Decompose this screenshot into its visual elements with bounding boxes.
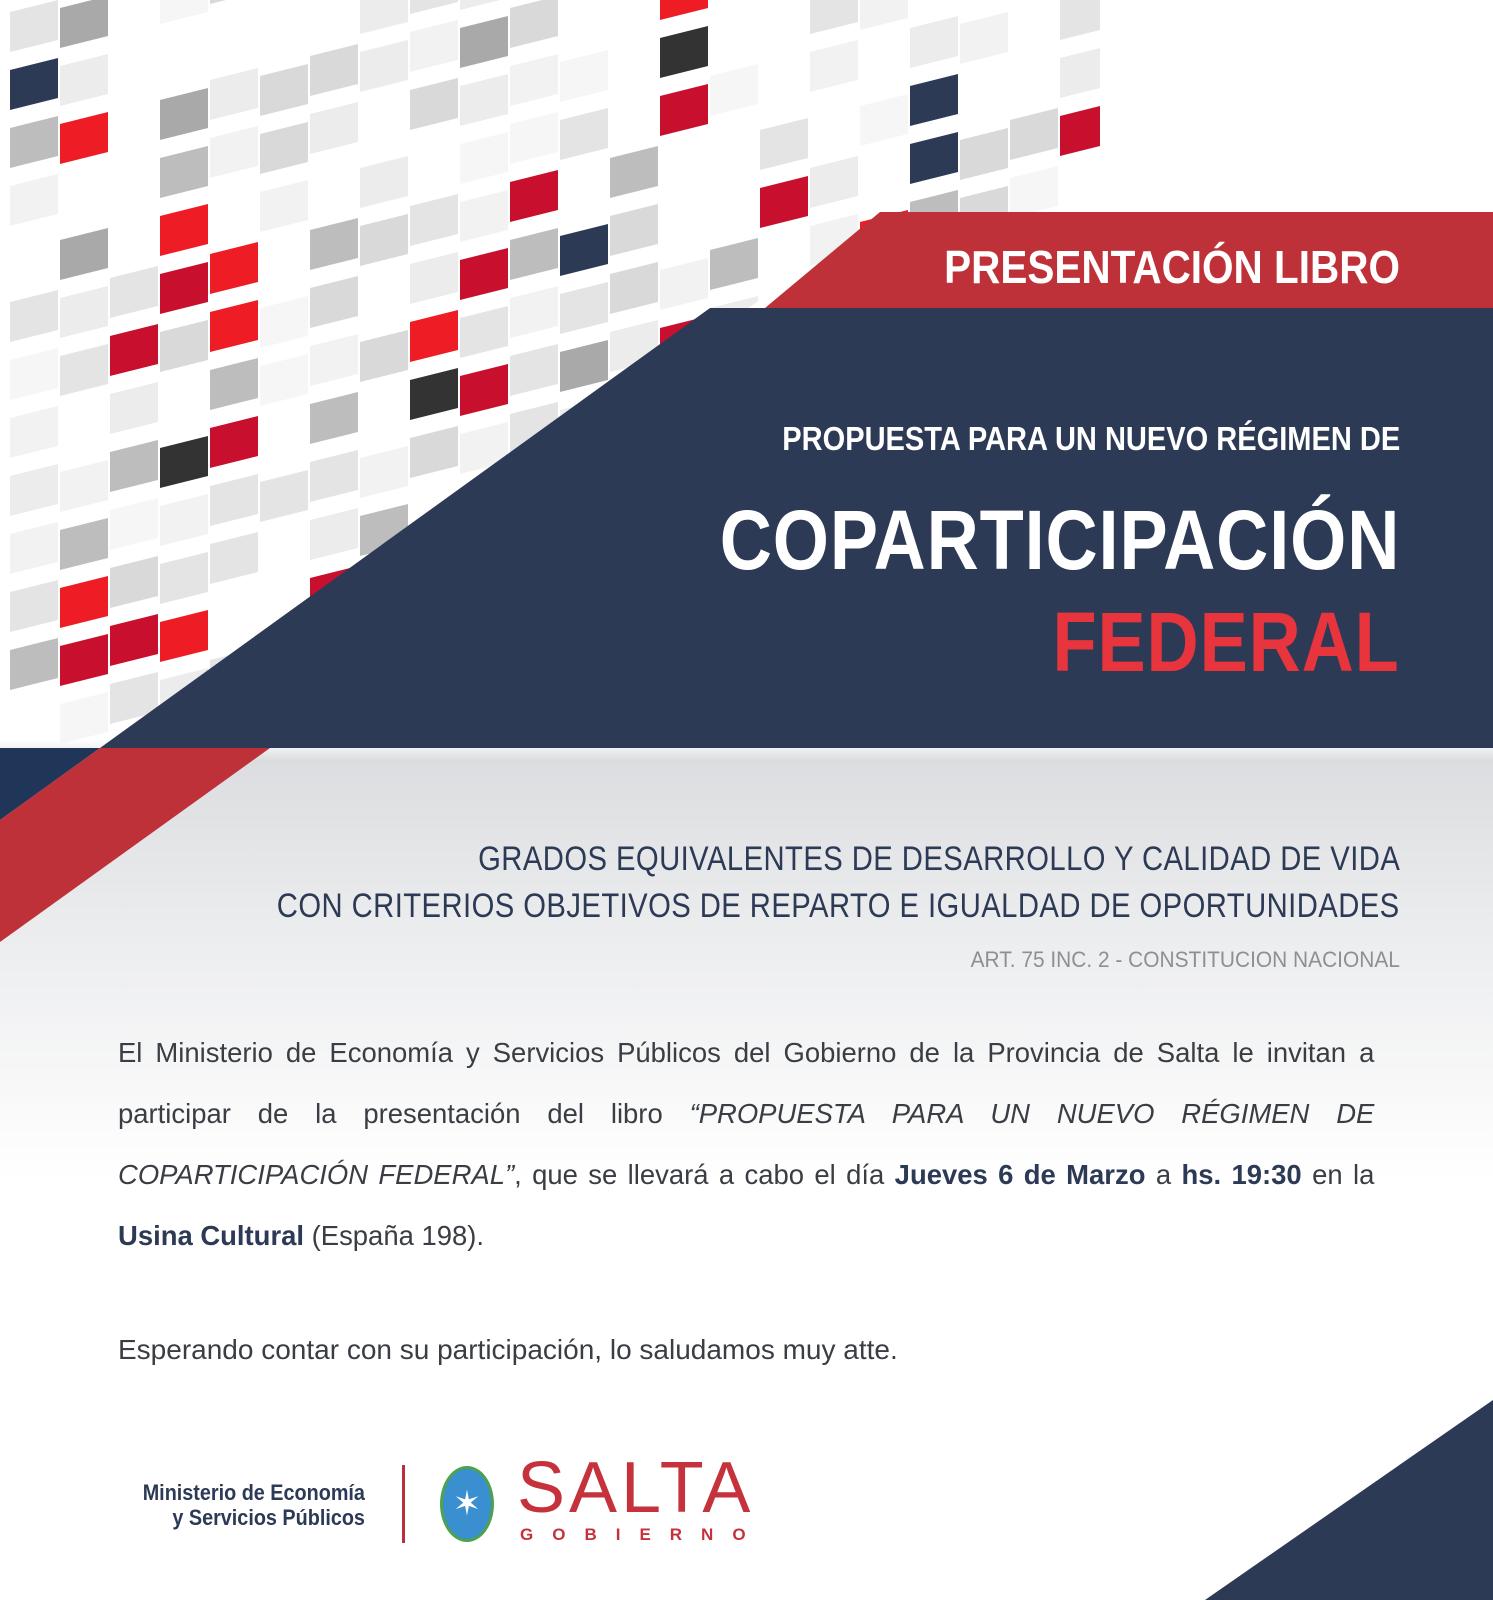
mosaic-tile <box>210 68 258 120</box>
mosaic-tile <box>10 1160 58 1212</box>
mosaic-tile <box>510 170 558 222</box>
mosaic-tile <box>510 0 558 48</box>
presentation-badge: PRESENTACIÓN LIBRO <box>944 241 1400 293</box>
mosaic-tile <box>660 84 708 136</box>
sun-star-seal-icon: ✶ <box>440 1466 494 1542</box>
mosaic-tile <box>910 132 958 184</box>
mosaic-tile <box>10 1044 58 1096</box>
main-title-accent: FEDERAL <box>1052 595 1400 689</box>
mosaic-tile <box>260 818 308 870</box>
mosaic-tile <box>410 78 458 130</box>
mosaic-tile <box>10 522 58 574</box>
mosaic-tile <box>510 112 558 164</box>
mosaic-tile <box>310 44 358 96</box>
mosaic-tile <box>910 74 958 126</box>
mosaic-tile <box>860 94 908 146</box>
mosaic-tile <box>310 334 358 386</box>
invitation-text: El Ministerio de Economía y Servicios Públicos del Gobierno de la Provincia de Salta le invitan a participar de la presentación del libro “PROPUESTA PARA UN NUEVO RÉGIMEN DE COPARTICIPACIÓN FEDERAL”, que se llevará a cabo el día Jueves 6 de Marzo a hs. 19:30 en la Usina Cultural (España 198). <box>118 1037 1375 1251</box>
mosaic-tile <box>1060 0 1108 40</box>
mosaic-tile <box>410 252 458 304</box>
mosaic-tile <box>960 12 1008 64</box>
mosaic-tile <box>660 954 708 1006</box>
mosaic-tile <box>160 552 208 604</box>
mosaic-tile <box>510 286 558 338</box>
salta-logo: SALTA <box>517 1448 755 1528</box>
mosaic-tile <box>660 258 708 310</box>
mosaic-tile <box>1010 166 1058 218</box>
mosaic-tile <box>160 0 208 24</box>
mosaic-tile <box>1010 108 1058 160</box>
mosaic-tile <box>110 904 158 956</box>
mosaic-tile <box>110 440 158 492</box>
logo-divider <box>402 1465 405 1543</box>
mosaic-tile <box>160 88 208 140</box>
mosaic-tile <box>110 498 158 550</box>
mosaic-tile <box>10 638 58 690</box>
mosaic-tile <box>510 54 558 106</box>
mosaic-tile <box>110 382 158 434</box>
mosaic-tile <box>260 180 308 232</box>
mosaic-tile <box>160 842 208 894</box>
mosaic-tile <box>260 64 308 116</box>
mosaic-tile <box>810 40 858 92</box>
mosaic-tile <box>460 74 508 126</box>
mosaic-tile <box>10 406 58 458</box>
mosaic-tile <box>160 900 208 952</box>
mosaic-tile <box>860 790 908 842</box>
mosaic-tile <box>710 64 758 116</box>
mosaic-tile <box>60 460 108 512</box>
mosaic-tile <box>760 756 808 808</box>
mosaic-tile <box>1060 104 1108 156</box>
mosaic-tile <box>60 576 108 628</box>
mosaic-tile <box>860 0 908 30</box>
main-title: COPARTICIPACIÓN <box>719 493 1400 587</box>
mosaic-tile <box>60 286 108 338</box>
mosaic-tile <box>360 968 408 1020</box>
mosaic-tile <box>60 518 108 570</box>
mosaic-tile <box>1060 742 1108 794</box>
mosaic-tile <box>110 556 158 608</box>
mosaic-tile <box>10 348 58 400</box>
mosaic-tile <box>660 0 708 20</box>
mosaic-tile <box>560 282 608 334</box>
mosaic-tile <box>210 938 258 990</box>
mosaic-tile <box>360 40 408 92</box>
mosaic-tile <box>560 920 608 972</box>
mosaic-tile <box>60 228 108 280</box>
mosaic-tile <box>460 190 508 242</box>
event-venue: Usina Cultural <box>118 1220 305 1251</box>
mosaic-tile <box>1010 746 1058 798</box>
mosaic-tile <box>210 126 258 178</box>
mosaic-tile <box>160 610 208 662</box>
mosaic-tile <box>260 122 308 174</box>
mosaic-tile <box>760 118 808 170</box>
mosaic-tile <box>260 296 308 348</box>
mosaic-tile <box>110 266 158 318</box>
mosaic-tile <box>610 204 658 256</box>
mosaic-tile <box>310 276 358 328</box>
mosaic-tile <box>10 986 58 1038</box>
mosaic-tile <box>460 16 508 68</box>
mosaic-tile <box>360 156 408 208</box>
mosaic-tile <box>810 0 858 34</box>
mosaic-tile <box>910 944 958 996</box>
mosaic-tile <box>10 116 58 168</box>
mosaic-tile <box>710 934 758 986</box>
mosaic-tile <box>910 16 958 68</box>
mosaic-tile <box>160 436 208 488</box>
mosaic-tile <box>410 310 458 362</box>
mosaic-tile <box>60 344 108 396</box>
mosaic-tile <box>460 364 508 416</box>
mosaic-tile <box>210 416 258 468</box>
mosaic-tile <box>910 770 958 822</box>
mosaic-tile <box>360 0 408 34</box>
mosaic-tile <box>10 928 58 980</box>
mosaic-tile <box>810 794 858 846</box>
mosaic-tile <box>610 784 658 836</box>
mosaic-tile <box>210 300 258 352</box>
mosaic-tile <box>210 0 258 4</box>
mosaic-tile <box>760 930 808 982</box>
mosaic-tile <box>360 330 408 382</box>
mosaic-tile <box>1060 46 1108 98</box>
book-title: “PROPUESTA PARA UN NUEVO RÉGIMEN DE COPARTICIPACIÓN FEDERAL” <box>118 1098 1375 1190</box>
mosaic-tile <box>60 54 108 106</box>
mosaic-tile <box>110 324 158 376</box>
mosaic-tile <box>860 964 908 1016</box>
mosaic-tile <box>310 102 358 154</box>
mosaic-tile <box>810 156 858 208</box>
pre-title: PROPUESTA PARA UN NUEVO RÉGIMEN DE <box>782 420 1400 457</box>
navy-corner-bottom-right <box>1205 1400 1493 1600</box>
mosaic-tile <box>160 146 208 198</box>
mosaic-tile <box>660 26 708 78</box>
mosaic-tile <box>60 0 108 48</box>
closing-text: Esperando contar con su participación, lo saludamos muy atte. <box>118 1334 898 1365</box>
mosaic-tile <box>460 132 508 184</box>
mosaic-tile <box>610 262 658 314</box>
mosaic-tile <box>460 306 508 358</box>
mosaic-tile <box>460 248 508 300</box>
mosaic-tile <box>560 224 608 276</box>
mosaic-tile <box>410 194 458 246</box>
mosaic-tile <box>460 0 508 10</box>
legal-reference: ART. 75 INC. 2 - CONSTITUCION NACIONAL <box>970 947 1400 972</box>
mosaic-tile <box>310 972 358 1024</box>
mosaic-tile <box>60 692 108 744</box>
mosaic-tile <box>160 320 208 372</box>
mosaic-tile <box>160 494 208 546</box>
mosaic-tile <box>60 982 108 1034</box>
mosaic-tile <box>60 112 108 164</box>
mosaic-tile <box>210 532 258 584</box>
mosaic-tile <box>510 750 558 802</box>
mosaic-tile <box>260 354 308 406</box>
mosaic-tile <box>360 214 408 266</box>
mosaic-tile <box>660 780 708 832</box>
mosaic-tile <box>410 832 458 884</box>
mosaic-tile <box>60 1156 108 1208</box>
mosaic-tile <box>160 204 208 256</box>
mosaic-tile <box>10 174 58 226</box>
mosaic-tile <box>110 614 158 666</box>
mosaic-tile <box>560 50 608 102</box>
mosaic-tile <box>10 290 58 342</box>
event-time: hs. 19:30 <box>1181 1159 1302 1190</box>
mosaic-tile <box>210 358 258 410</box>
mosaic-tile <box>710 238 758 290</box>
mosaic-tile <box>60 1040 108 1092</box>
mosaic-tile <box>410 368 458 420</box>
mosaic-tile <box>10 58 58 110</box>
mosaic-tile <box>260 470 308 522</box>
mosaic-tile <box>60 634 108 686</box>
mosaic-tile <box>760 176 808 228</box>
subtitle-line-1: GRADOS EQUIVALENTES DE DESARROLLO Y CALIDAD DE VIDA <box>477 840 1400 878</box>
mosaic-tile <box>160 958 208 1010</box>
mosaic-tile <box>10 1218 58 1270</box>
mosaic-tile <box>560 108 608 160</box>
mosaic-tile <box>510 344 558 396</box>
mosaic-tile <box>260 934 308 986</box>
mosaic-tile <box>210 242 258 294</box>
mosaic-tile <box>410 774 458 826</box>
mosaic-tile <box>210 822 258 874</box>
mosaic-tile <box>610 958 658 1010</box>
mosaic-tile <box>610 146 658 198</box>
mosaic-tile <box>410 20 458 72</box>
mosaic-tile <box>310 392 358 444</box>
ministry-logo-text: Ministerio de Economía y Servicios Públicos <box>142 1480 365 1530</box>
mosaic-tile <box>560 746 608 798</box>
mosaic-tile <box>10 464 58 516</box>
mosaic-tile <box>510 228 558 280</box>
mosaic-tile <box>960 128 1008 180</box>
mosaic-tile <box>410 0 458 14</box>
mosaic-tile <box>310 450 358 502</box>
mosaic-tile <box>160 262 208 314</box>
mosaic-tile <box>10 580 58 632</box>
mosaic-tile <box>310 218 358 270</box>
mosaic-tile <box>10 0 58 52</box>
gobierno-logo-subtext: GOBIERNO <box>520 1525 765 1544</box>
event-date: Jueves 6 de Marzo <box>894 1159 1146 1190</box>
subtitle-line-2: CON CRITERIOS OBJETIVOS DE REPARTO E IGUALDAD DE OPORTUNIDADES <box>277 887 1400 925</box>
mosaic-tile <box>110 962 158 1014</box>
mosaic-tile <box>60 1214 108 1266</box>
mosaic-tile <box>360 446 408 498</box>
mosaic-tile <box>410 426 458 478</box>
mosaic-tile <box>210 474 258 526</box>
mosaic-tile <box>310 508 358 560</box>
mosaic-tile <box>560 340 608 392</box>
